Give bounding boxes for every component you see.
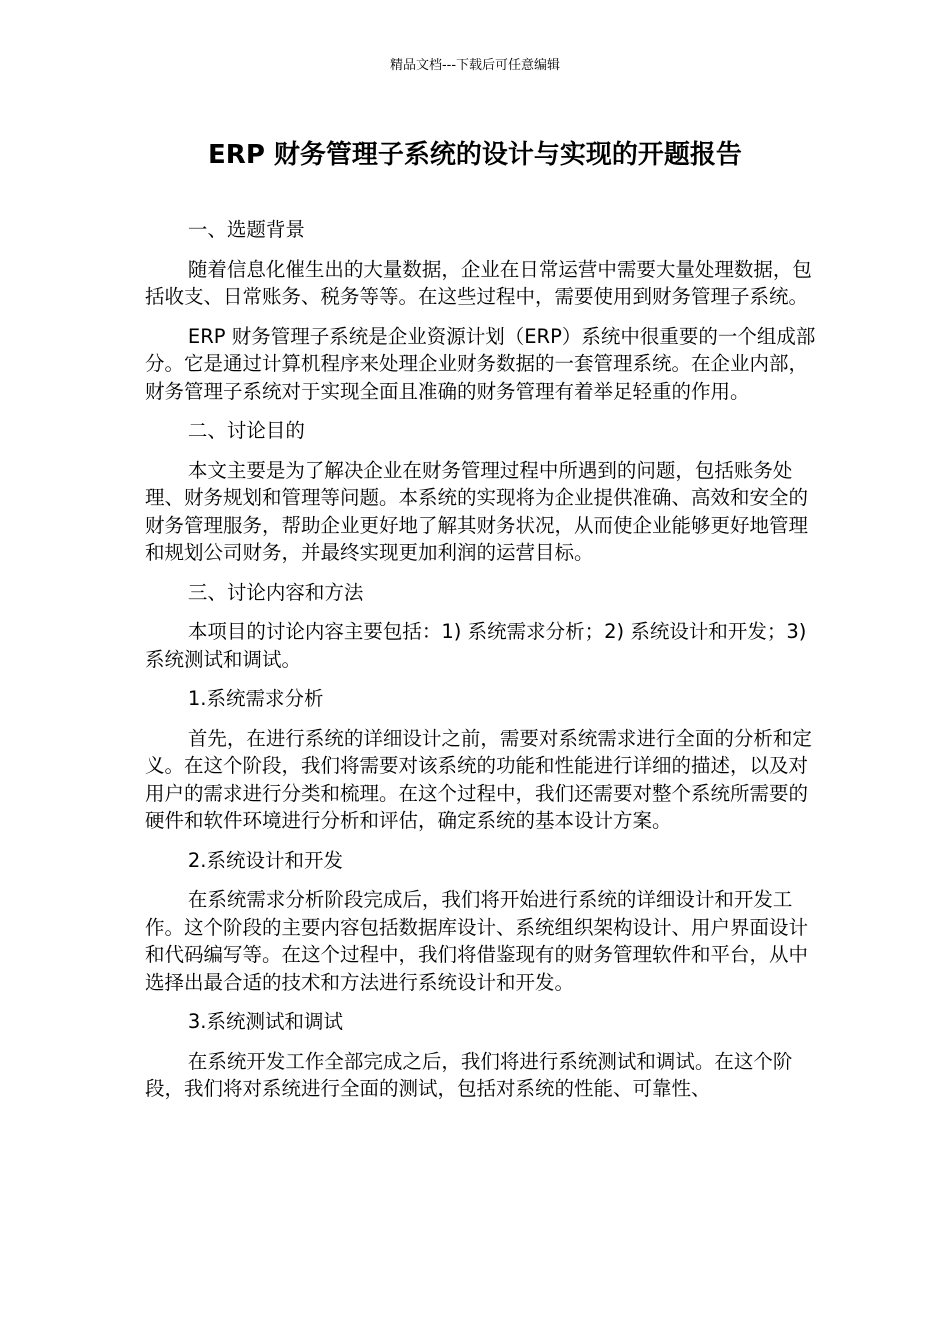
subheading-testing-debugging: 3.系统测试和调试 (187, 1010, 343, 1033)
subheading-design-development: 2.系统设计和开发 (187, 848, 343, 872)
paragraph-design-development: 在系统需求分析阶段完成后，我们将开始进行系统的详细设计和开发工作。这个阶段的主要内容包括数据库设计、系统组织架构设计、用户界面设计和代码编写等。在这个过程中，我们将借鉴现有的财务管理软件和平台，从中选择出最合适的技术和方法进行系统设计和开发。 (145, 888, 809, 994)
subheading-requirements-analysis: 1.系统需求分析 (187, 687, 324, 710)
section-heading-background: 一、选题背景 (187, 218, 305, 241)
paragraph-requirements-analysis: 首先，在进行系统的详细设计之前，需要对系统需求进行全面的分析和定义。在这个阶段，我们将需要对该系统的功能和性能进行详细的描述，以及对用户的需求进行分类和梳理。在这个过程中，我们还需要对整个系统所需要的硬件和软件环境进行分析和评估，确定系统的基本设计方案。 (145, 726, 812, 832)
page-header-note: 精品文档---下载后可任意编辑 (389, 58, 561, 73)
paragraph-background-2: ERP 财务管理子系统是企业资源计划（ERP）系统中很重要的一个组成部分。它是通过计算机程序来处理企业财务数据的一套管理系统。在企业内部，财务管理子系统对于实现全面且准确的财务管理有着举足轻重的作用。 (145, 324, 816, 403)
section-heading-purpose: 二、讨论目的 (187, 419, 305, 442)
document-body (145, 216, 821, 1115)
paragraph-testing-debugging: 在系统开发工作全部完成之后，我们将进行系统测试和调试。在这个阶段，我们将对系统进行全面的测试，包括对系统的性能、可靠性、 (145, 1049, 793, 1100)
document-title: ERP 财务管理子系统的设计与实现的开题报告 (208, 140, 742, 170)
paragraph-background-1: 随着信息化催生出的大量数据，企业在日常运营中需要大量处理数据，包括收支、日常账务、税务等等。在这些过程中，需要使用到财务管理子系统。 (145, 257, 812, 308)
paragraph-content-overview: 本项目的讨论内容主要包括：1) 系统需求分析；2) 系统设计和开发；3) 系统测试和调试。 (145, 620, 807, 671)
paragraph-purpose: 本文主要是为了解决企业在财务管理过程中所遇到的问题，包括账务处理、财务规划和管理等问题。本系统的实现将为企业提供准确、高效和安全的财务管理服务，帮助企业更好地了解其财务状况，从而使企业能够更好地管理和规划公司财务，并最终实现更加利润的运营目标。 (145, 458, 809, 564)
section-heading-content-method: 三、讨论内容和方法 (187, 580, 364, 604)
